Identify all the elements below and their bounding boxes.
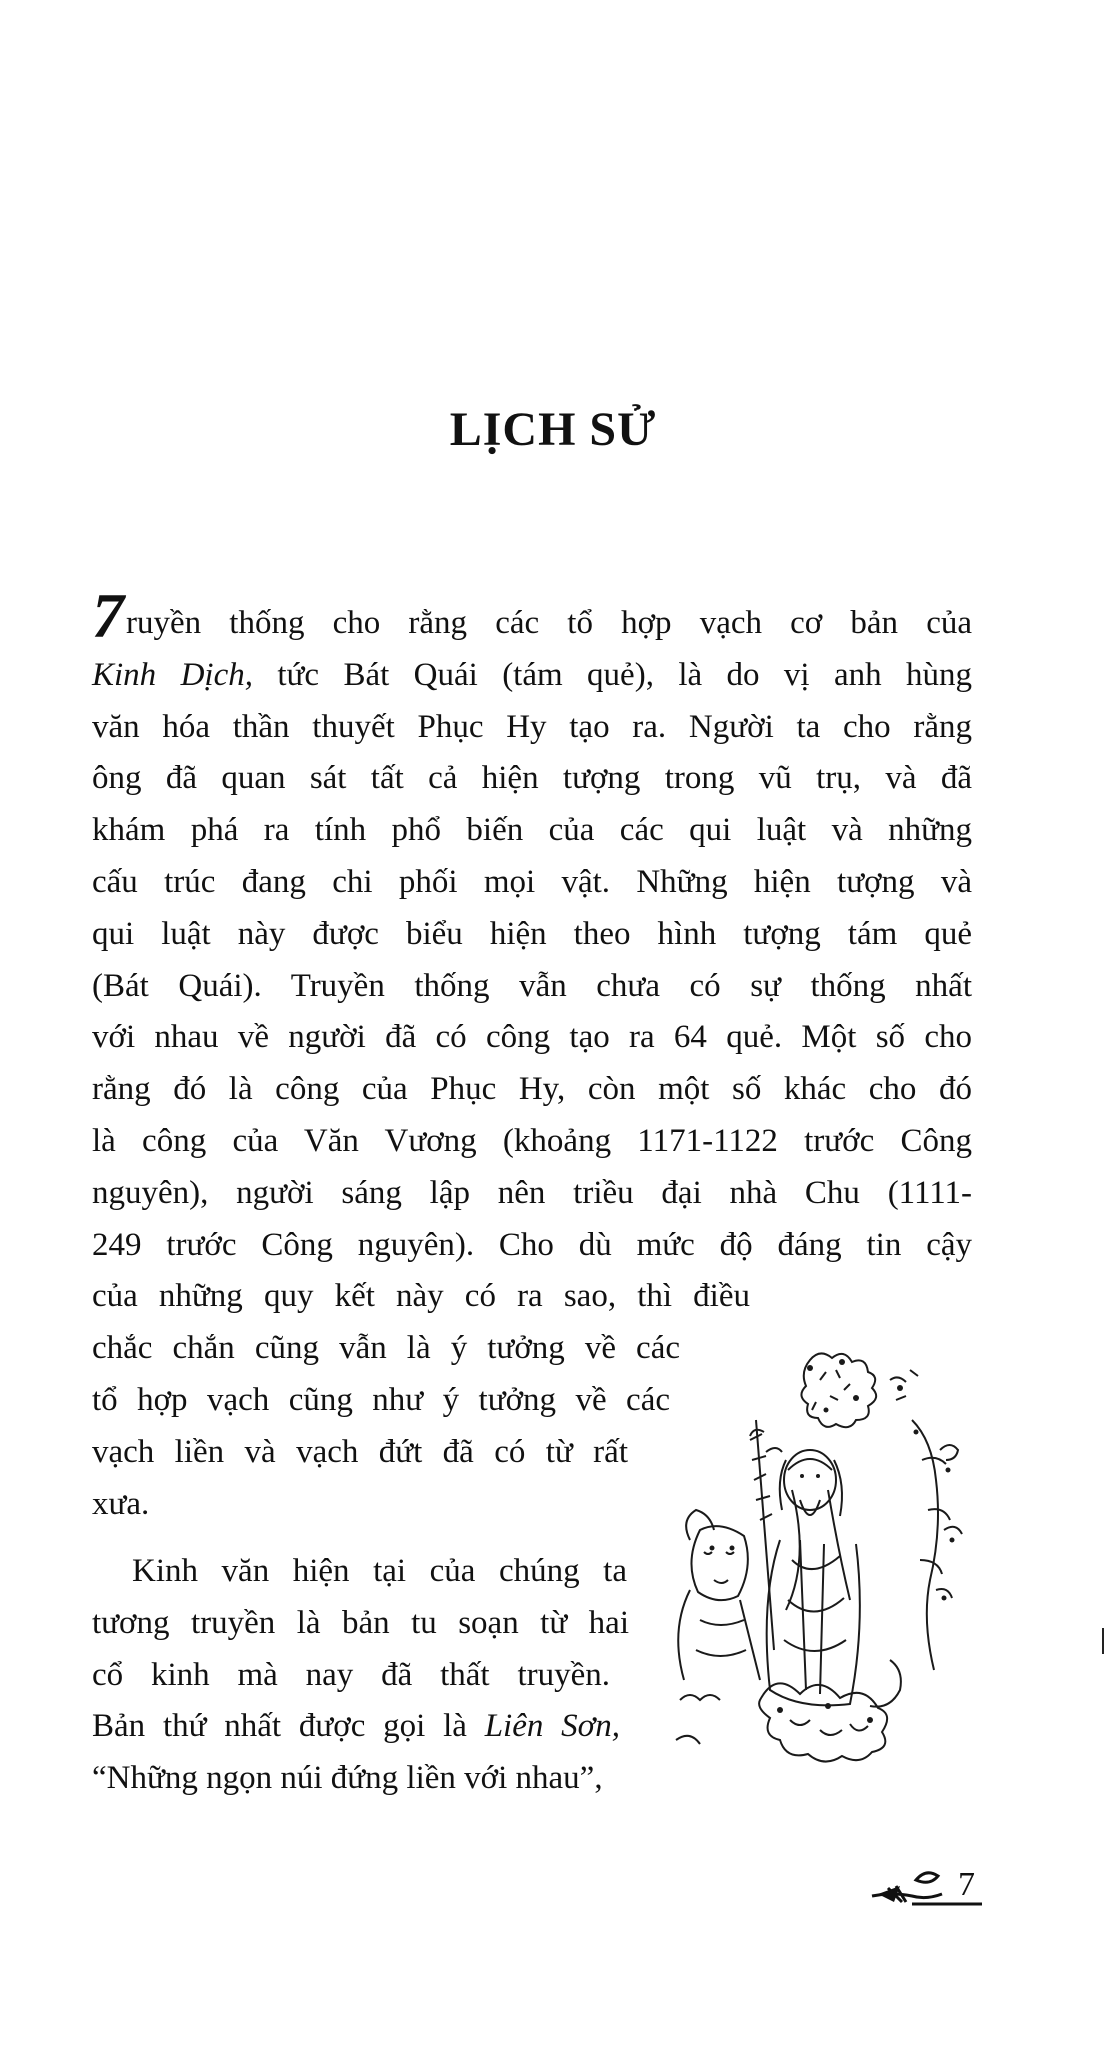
text-line: khám phá ra tính phổ biến của các qui luật và những [92,812,972,849]
margin-mark [1102,1628,1104,1654]
text-line: 7ruyền thống cho rằng các tổ hợp vạch cơ bản của [92,580,972,651]
book-name-italic: Liên Sơn, [484,1708,620,1745]
text-line: 249 trước Công nguyên). Cho dù mức độ đáng tin cậy [92,1226,972,1263]
text-line: ông đã quan sát tất cả hiện tượng trong vũ trụ, và đã [92,760,972,797]
text-line: “Những ngọn núi đứng liền với nhau”, [92,1760,603,1797]
sage-illustration [660,1340,972,1800]
text-line: chắc chắn cũng vẫn là ý tưởng về các [92,1330,680,1367]
text-line: qui luật này được biểu hiện theo hình tượng tám quẻ [92,915,972,952]
text-line: (Bát Quái). Truyền thống vẫn chưa có sự thống nhất [92,967,972,1004]
text-line: Kinh văn hiện tại của chúng ta [132,1553,627,1589]
text-line: Bản thứ nhất được gọi là Liên Sơn, [92,1708,620,1745]
text-line: cấu trúc đang chi phối mọi vật. Những hiện tượng và [92,863,972,900]
text-line: với nhau về người đã có công tạo ra 64 quẻ. Một số cho [92,1019,972,1056]
text-line: cổ kinh mà nay đã thất truyền. [92,1656,610,1693]
page-number: 7 [958,1866,975,1903]
book-title-italic: Kinh Dịch, [92,656,253,693]
text-line: tương truyền là bản tu soạn từ hai [92,1604,629,1641]
drop-cap: 7 [92,580,124,651]
text-line: văn hóa thần thuyết Phục Hy tạo ra. Người ta cho rằng [92,708,972,745]
text-line: tổ hợp vạch cũng như ý tưởng về các [92,1381,670,1418]
text-line: vạch liền và vạch đứt đã có từ rất [92,1433,628,1470]
text-line: của những quy kết này có ra sao, thì điều [92,1278,750,1315]
text-line: là công của Văn Vương (khoảng 1171-1122 trước Công [92,1122,972,1159]
text-line: nguyên), người sáng lập nên triều đại nhà Chu (1111- [92,1174,972,1211]
text-line: Kinh Dịch, tức Bát Quái (tám quẻ), là do vị anh hùng [92,656,973,693]
text-line: rằng đó là công của Phục Hy, còn một số khác cho đó [92,1071,972,1108]
chapter-title: LỊCH SỬ [449,403,657,456]
text-line: xưa. [92,1485,150,1522]
